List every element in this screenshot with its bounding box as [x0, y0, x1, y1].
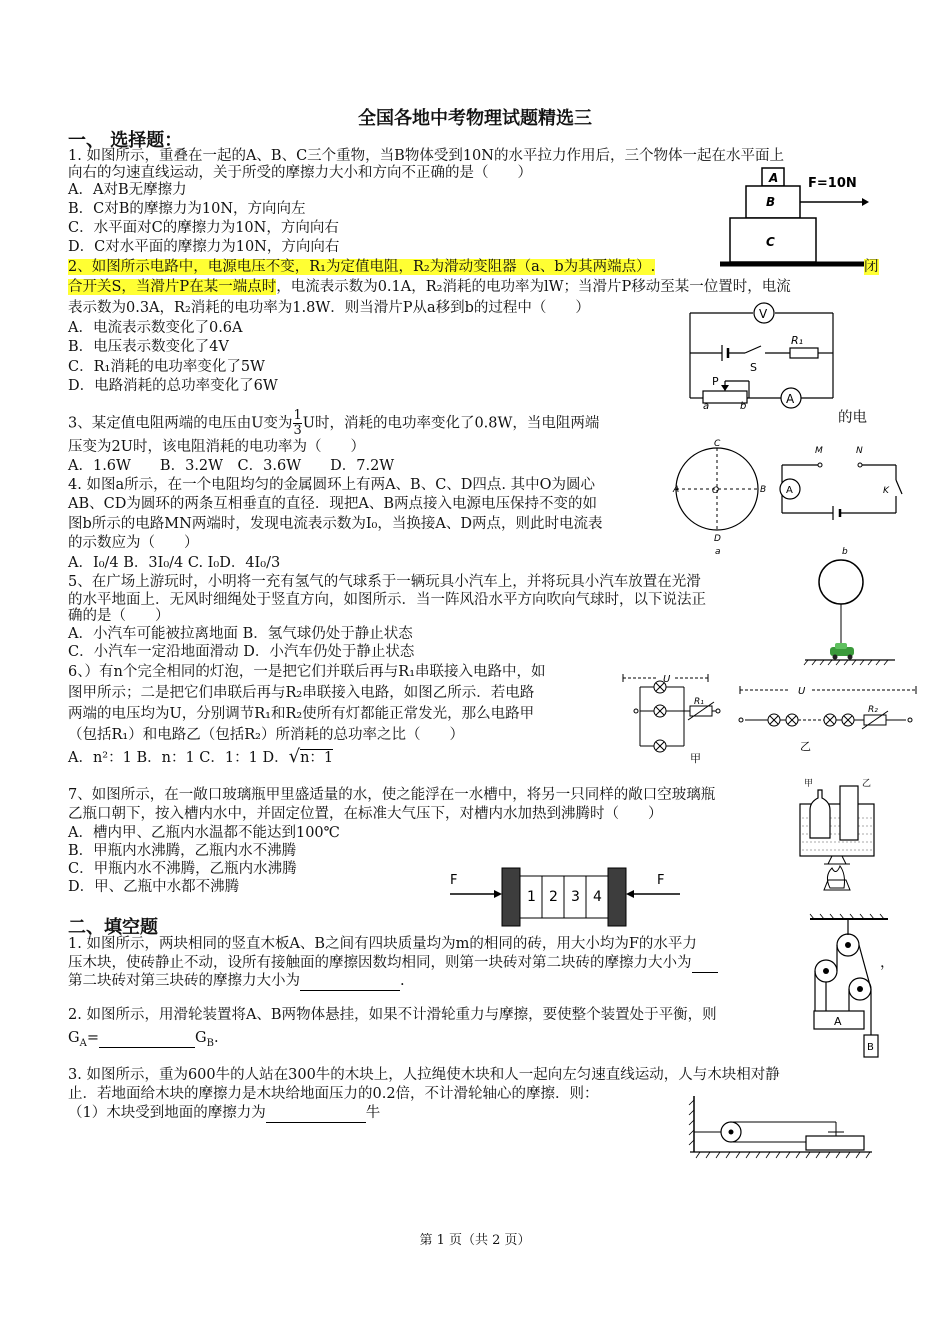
q1-option-b: B．C对B的摩擦力为10N，方向向左: [68, 201, 306, 217]
q3-stem-part3: 的电: [838, 410, 867, 426]
q6-options-text: A．n²：1 B．n：1 C．1：1 D．: [68, 750, 289, 766]
q2-fig-switch: S: [750, 361, 757, 374]
f1-stem-line3-text: 第二块砖对第三块砖的摩擦力大小为: [68, 973, 300, 989]
q1-stem-line1: 1. 如图所示，重叠在一起的A、B、C三个重物，当B物体受到10N的水平拉力作用后，三个物体一起在水平面上: [68, 148, 784, 164]
f1-blank-2[interactable]: [300, 972, 400, 991]
q4-stem-line3: 图b所示的电路MN两端时，发现电流表示数为I₀，当换接A、D两点，则此时电流表: [68, 516, 603, 532]
q7-stem-line2: 乙瓶口朝下，按入槽内水中，并固定位置，在标准大气压下，对槽内水加热到沸腾时（ ）: [68, 806, 663, 822]
q1-option-d: D．C对水平面的摩擦力为10N，方向向右: [68, 239, 340, 255]
q4-fig-switch-k: K: [883, 486, 889, 496]
q5-figure-balloon-car: [800, 555, 905, 667]
q6-figure-lamp-circuits: [620, 664, 920, 764]
q2-fig-r1: R₁: [791, 334, 804, 347]
q7-option-a: A．槽内甲、乙瓶内水温都不能达到100℃: [68, 825, 340, 841]
q4-fig-ammeter: A: [786, 485, 793, 496]
q7-option-b: B．甲瓶内水沸腾，乙瓶内水不沸腾: [68, 843, 297, 859]
q2-option-a: A．电流表示数变化了0.6A: [68, 320, 243, 336]
bricks-figure: [450, 862, 690, 934]
f2-fig-block-a: A: [834, 1015, 842, 1028]
q1-stem-line2: 向右的匀速直线运动，关于所受的摩擦力大小和方向不正确的是（ ）: [68, 165, 532, 181]
q2-stem-line2-wrap: [68, 278, 791, 296]
q3-stem-line1: [68, 409, 599, 438]
q7-option-c: C．甲瓶内水不沸腾，乙瓶内水沸腾: [68, 861, 297, 877]
f1-stem-line2-text: 压木块，使砖静止不动，设所有接触面的摩擦因数均相同，则第一块砖对第二块砖的摩擦力大小为: [68, 955, 692, 971]
f1-stem-line2-end: ，: [880, 955, 895, 971]
q4-fig-terminal-n: N: [856, 446, 863, 456]
f2-figure-pulley-system: [800, 913, 890, 1063]
q1-fig-label-c: C: [766, 235, 775, 249]
f3-blank[interactable]: [266, 1104, 366, 1123]
q1-figure-stacked-blocks: [720, 166, 870, 270]
brick-label-2: 2: [549, 889, 558, 905]
f3-stem-line3-text: （1）木块受到地面的摩擦力为: [68, 1105, 266, 1121]
brick-label-3: 3: [571, 889, 580, 905]
f1-stem-line3-end: .: [400, 973, 405, 989]
q2-fig-end-b: b: [740, 401, 747, 411]
q5-stem-line1: 5、在广场上游玩时，小明将一充有氢气的气球系于一辆玩具小汽车上，并将玩具小汽车放置在光滑: [68, 574, 701, 590]
f2-period: .: [213, 1030, 219, 1046]
q1-fig-force-label: F=10N: [808, 176, 857, 191]
q4-fig-point-d: D: [714, 534, 721, 544]
q2-stem-line1: 2、如图所示电路中，电源电压不变，R₁为定值电阻，R₂为滑动变阻器（a、b为其两端点）.: [68, 259, 656, 275]
q4-fig-point-a: A: [673, 485, 680, 495]
q4-stem-line1: 4. 如图a所示，在一个电阻均匀的金属圆环上有两A、B、C、D四点. 其中O为圆心: [68, 477, 596, 493]
q4-fig-terminal-m: M: [815, 446, 823, 456]
brick-label-4: 4: [593, 889, 602, 905]
q3-options: A．1.6W B．3.2W C．3.6W D．7.2W: [68, 458, 395, 474]
q5-stem-line2: 的水平地面上．无风时细绳处于竖直方向，如图所示．当一阵风沿水平方向吹向气球时，以下说法正: [68, 592, 706, 608]
q7-option-d: D．甲、乙瓶中水都不沸腾: [68, 879, 240, 895]
q3-stem-part2: U时，消耗的电功率变化了0.8W，当电阻两端: [302, 415, 600, 432]
q7-stem-line1: 7、如图所示，在一敞口玻璃瓶甲里盛适量的水，使之能浮在一水槽中，将另一只同样的敞口空玻璃瓶: [68, 787, 716, 803]
q5-options-cd: C．小汽车一定沿地面滑动 D．小汽车仍处于静止状态: [68, 644, 415, 660]
q6-sqrt-sign: √: [288, 746, 301, 767]
q6-fig-caption-yi: 乙: [800, 740, 811, 753]
q2-option-d: D．电路消耗的总功率变化了6W: [68, 378, 278, 394]
f2-blank[interactable]: [99, 1029, 195, 1048]
f3-stem-line3-end: 牛: [365, 1105, 381, 1121]
q1-fig-label-b: B: [766, 195, 776, 209]
q6-fig-r2: R₂: [868, 705, 878, 715]
q1-option-a: A．A对B无摩擦力: [68, 182, 187, 198]
f1-stem-line1: 1. 如图所示，两块相同的竖直木板A、B之间有四块质量均为m的相同的砖，用大小均为F的水平力: [68, 936, 697, 952]
q2-option-c: C．R₁消耗的电功率变化了5W: [68, 359, 265, 375]
section-fill-heading: 二、填空题: [68, 917, 158, 938]
q1-fig-label-a: A: [769, 171, 779, 185]
f2-ga-subscript: A: [79, 1037, 87, 1049]
q3-stem-line2: 压变为2U时，该电阻消耗的电功率为（ ）: [68, 439, 365, 455]
f2-stem-line1: 2. 如图所示，用滑轮装置将A、B两物体悬挂，如果不计滑轮重力与摩擦，要使整个装置处于平衡，则: [68, 1007, 717, 1023]
q6-sqrt-expression: n：1: [300, 750, 334, 766]
q4-fig-label-b: b: [842, 547, 848, 557]
q4-figure-ring-and-circuit: [670, 438, 910, 568]
page-title: 全国各地中考物理试题精选三: [358, 108, 592, 129]
page-footer: 第 1 页（共 2 页）: [419, 1233, 531, 1248]
q2-fig-ammeter: A: [786, 392, 795, 406]
q4-fig-center-o: O: [712, 486, 720, 496]
q6-stem-line1: 6、）有n个完全相同的灯泡，一是把它们并联后再与R₁串联接入电路中，如: [68, 664, 546, 680]
q2-stem-line1-wrap: [68, 258, 655, 276]
f3-stem-line1: 3. 如图所示，重为600牛的人站在300牛的木块上，人拉绳使木块和人一起向左匀速直线运动，人与木块相对静: [68, 1067, 780, 1083]
q6-stem-line3: 两端的电压均为U，分别调节R₁和R₂使所有灯都能正常发光，那么电路甲: [68, 706, 535, 722]
q4-fig-point-c: C: [714, 439, 721, 449]
q2-fig-voltmeter: V: [759, 307, 768, 321]
f1-stem-line2: [68, 954, 718, 973]
q3-stem-part1: 3、某定值电阻两端的电压由U变为: [68, 415, 293, 432]
q6-stem-line4: （包括R₁）和电路乙（包括R₂）所消耗的总功率之比（ ）: [68, 727, 464, 743]
brick-label-1: 1: [527, 889, 536, 905]
q6-fig-caption-jia: 甲: [690, 752, 701, 764]
q6-options: [68, 748, 333, 767]
q4-stem-line4: 的示数应为（ ）: [68, 535, 199, 551]
f2-fig-block-b: B: [867, 1042, 874, 1053]
q4-options: A．I₀/4 B．3I₀/4 C. I₀D．4I₀/3: [68, 555, 281, 571]
q2-fig-slider: P: [712, 375, 719, 388]
q3-fraction-numerator: 1: [293, 408, 302, 423]
q6-stem-line2: 图甲所示；二是把它们串联后再与R₂串联接入电路，如图乙所示．若电路: [68, 685, 535, 701]
q4-fig-label-a: a: [715, 547, 721, 557]
q2-stem-line2-highlight: 合开关S，当滑片P在某一端点时: [68, 279, 277, 295]
f3-figure-person-on-block: [686, 1092, 876, 1162]
q7-fig-bottle-jia: 甲: [804, 779, 814, 789]
q6-fig-r1: R₁: [694, 697, 704, 707]
q7-figure-bottles-in-tank: [796, 776, 882, 898]
q2-stem-line1-end: 闭: [864, 259, 879, 275]
q2-fig-end-a: a: [703, 401, 710, 411]
q5-stem-line3: 确的是（ ）: [68, 608, 170, 624]
q2-option-b: B．电压表示数变化了4V: [68, 339, 229, 355]
q5-options-ab: A．小汽车可能被拉离地面 B．氢气球仍处于静止状态: [68, 626, 413, 642]
bricks-fig-force-right: F: [657, 873, 665, 888]
q2-stem-line2-rest: ，电流表示数为0.1A，R₂消耗的电功率为lW；当滑片P移动至某一位置时，电流: [276, 279, 791, 295]
bricks-fig-force-left: F: [450, 873, 458, 888]
f2-equals: =: [86, 1030, 99, 1046]
f2-gb-subscript: B: [206, 1037, 214, 1049]
f2-gb: G: [194, 1030, 207, 1046]
q2-stem-line1-end-wrap: [864, 258, 879, 276]
f2-stem-line2: [68, 1029, 219, 1053]
section-choice-heading: 一、 选择题：: [68, 130, 183, 151]
q4-fig-point-b: B: [760, 485, 767, 495]
q1-option-c: C．水平面对C的摩擦力为10N，方向向右: [68, 220, 339, 236]
q4-stem-line2: AB、CD为圆环的两条互相垂直的直径．现把A、B两点接入电源电压保持不变的如: [68, 496, 597, 512]
f1-blank-1[interactable]: [692, 954, 718, 973]
q6-fig-voltage-jia: U: [663, 674, 671, 685]
q6-fig-voltage-yi: U: [798, 686, 806, 697]
q2-figure-circuit: [685, 301, 845, 411]
q2-stem-line3: 表示数为0.3A，R₂消耗的电功率为1.8W．则当滑片P从a移到b的过程中（ ）: [68, 300, 590, 316]
f1-stem-line3: [68, 972, 405, 991]
f3-stem-line3: [68, 1104, 380, 1123]
q3-fraction-denominator: 3: [293, 423, 302, 438]
f2-ga: G: [68, 1030, 80, 1046]
q7-fig-bottle-yi: 乙: [862, 779, 872, 789]
f3-stem-line2: 止．若地面给木块的摩擦力是木块给地面压力的0.2倍，不计滑轮轴心的摩擦．则：: [68, 1086, 599, 1102]
